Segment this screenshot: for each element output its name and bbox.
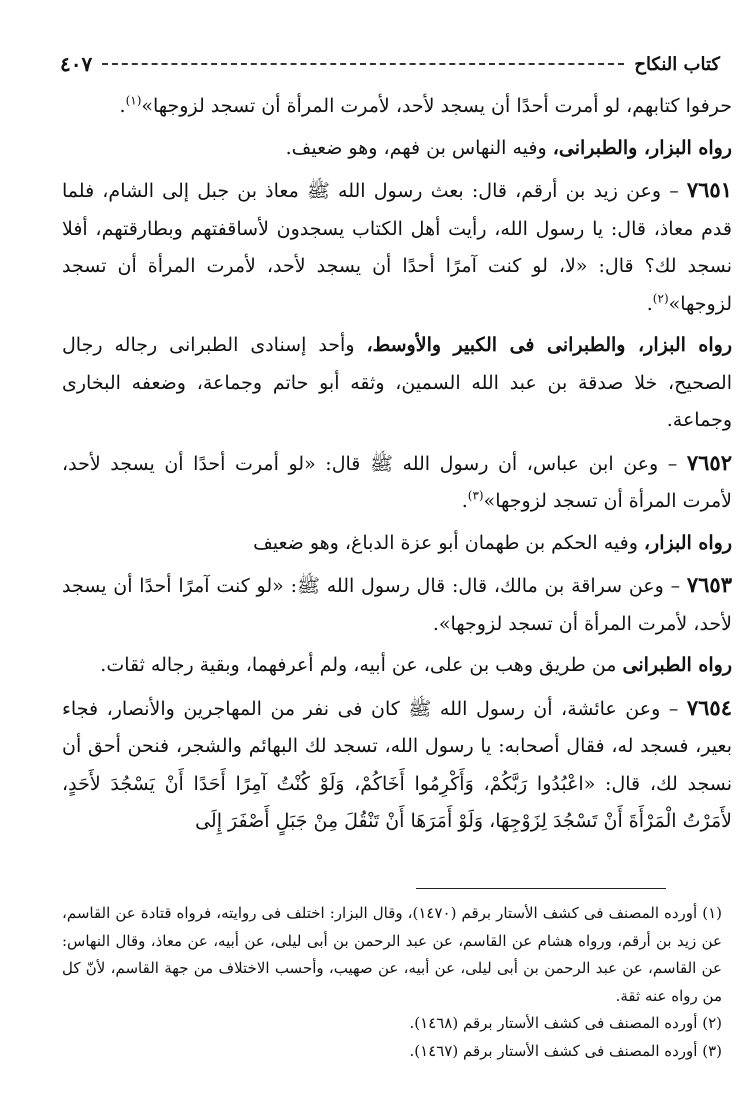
page-number: ٤٠٧ — [60, 52, 93, 76]
paragraph-text: وأحد إسنادى الطبرانى رجاله رجال الصحيح، خلا صدقة بن عبد الله السمين، وثقه أبو حاتم وجماعة، وضعفه البخارى وجماعة. — [62, 334, 732, 431]
paragraph — [62, 525, 732, 563]
footnote-ref: (١) — [125, 93, 142, 108]
footnote: (٢) أورده المصنف فى كشف الأستار برقم (١٤٦٨). — [409, 1014, 722, 1032]
paragraph-text: وفيه الحكم بن طهمان أبو عزة الدباغ، وهو ضعيف — [253, 531, 644, 554]
hadith-number: ٧٦٥٢ — [686, 449, 732, 475]
paragraph-end: . — [461, 490, 468, 512]
footnote-ref: (٣) — [467, 488, 484, 503]
source-attribution: رواه الطبرانى — [622, 654, 732, 676]
paragraph-text: – وعن ابن عباس، أن رسول الله ﷺ قال: «لو أمرت أحدًا أن يسجد لأحد، لأمرت المرأة أن تسجد لزوجها» — [62, 452, 732, 512]
footnote-ref: (٢) — [652, 291, 669, 306]
paragraph-text: – وعن زيد بن أرقم، قال: بعث رسول الله ﷺ معاذ بن جبل إلى الشام، فلما قدم معاذ، قال: يا رسول الله، رأيت أهل الكتاب يسجدون لأساقفتهم وبطارقتهم، أفلا نسجد لك؟ قال: «لا، لو كنت آمرًا أحدًا أن يسجد لأحد، لأمرت المرأة أن تسجد لزوجها» — [62, 180, 732, 315]
hadith-number: ٧٦٥٤ — [686, 694, 732, 720]
paragraph-end: . — [646, 292, 653, 315]
source-attribution: رواه البزار، والطبرانى فى الكبير والأوسط، — [366, 334, 732, 356]
paragraph-text: حرفوا كتابهم، لو أمرت أحدًا أن يسجد لأحد، لأمرت المرأة أن تسجد لزوجها» — [141, 95, 732, 117]
paragraph — [62, 647, 732, 685]
footnote: (١) أورده المصنف فى كشف الأستار برقم (١٤٧٠)، وقال البزار: اختلف فى روايته، فرواه قتادة عن القاسم، عن زيد بن أرقم، ورواه هشام عن القاسم، عن عبد الرحمن بن أبى ليلى، عن أبيه، عن معاذ، وقال النهاس: عن القاسم، عن عبد الرحمن بن أبى ليلى، عن أبيه، عن صهيب، وأحسب الاختلاف من جهة القاسم، لأنّ كل من رواه عنه ثقة. — [62, 904, 723, 1005]
hadith-entry — [62, 171, 732, 323]
footnote: (٣) أورده المصنف فى كشف الأستار برقم (١٤٦٧). — [409, 1041, 722, 1060]
hadith-number: ٧٦٥٣ — [686, 572, 732, 597]
header-rule — [102, 63, 624, 65]
paragraph-text: – وعن سراقة بن مالك، قال: قال رسول الله ﷺ: «لو كنت آمرًا أحدًا أن يسجد لأحد، لأمرت المرأة أن تسجد لزوجها». — [62, 575, 732, 635]
main-text — [62, 88, 732, 845]
source-attribution: رواه البزار، — [643, 531, 732, 554]
paragraph-text: من طريق وهب بن على، عن أبيه، ولم أعرفهما، وبقية رجاله ثقات. — [100, 654, 623, 676]
paragraph — [62, 327, 732, 440]
paragraph-end: . — [119, 95, 126, 117]
paragraph-text: – وعن عائشة، أن رسول الله ﷺ كان فى نفر من المهاجرين والأنصار، فجاء بعير، فسجد له، فقال أصحابه: يا رسول الله، تسجد لك البهائم والشجر، فنحن أحق أن نسجد لك، قال: «اعْبُدُوا رَبَّكُمْ، وَأَكْرِمُوا أَخَاكُمْ، وَلَوْ كُنْتُ آمِرًا أَحَدًا أَنْ يَسْجُدَ لأَحَدٍ، لأَمَرْتُ الْمَرْأَةَ أَنْ تَسْجُدَ لِزَوْجِهَا، وَلَوْ أَمَرَهَا أَنْ تَنْقُلَ مِنْ جَبَلٍ أَصْفَرَ إِلَى — [62, 697, 732, 832]
hadith-entry — [62, 444, 732, 521]
paragraph — [62, 130, 732, 168]
footnotes — [62, 900, 722, 1065]
paragraph-text: وفيه النهاس بن فهم، وهو ضعيف. — [285, 136, 553, 159]
hadith-entry — [62, 689, 732, 841]
footnote-divider — [416, 888, 666, 889]
chapter-title: كتاب النكاح — [634, 53, 720, 75]
hadith-number: ٧٦٥١ — [686, 177, 732, 202]
paragraph — [62, 88, 732, 126]
page-header — [60, 50, 720, 78]
hadith-entry — [62, 566, 732, 643]
source-attribution: رواه البزار، والطبرانى، — [552, 136, 732, 159]
